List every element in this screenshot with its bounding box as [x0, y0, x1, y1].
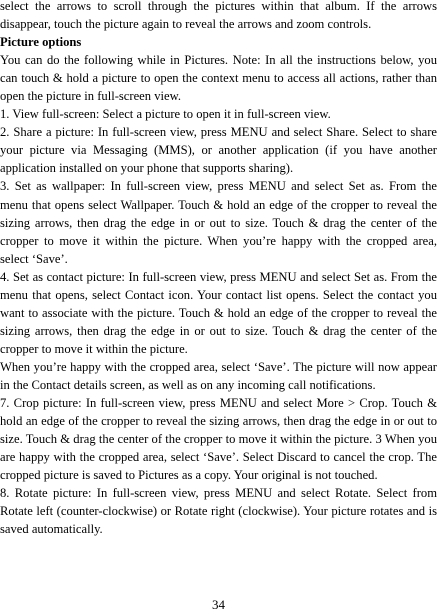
list-item-share-picture: 2. Share a picture: In full-screen view, press MENU and select Share. Select to share your picture via Messaging (MMS), or another application (if you have another application installed on your phone that supports sharing).	[0, 125, 437, 176]
list-item-rotate-picture: 8. Rotate picture: In full-screen view, press MENU and select Rotate. Select from Rotate left (counter-clockwise) or Rotate right (clockwise). Your picture rotates and is saved automatically.	[0, 486, 437, 537]
paragraph-contact-picture-save: When you’re happy with the cropped area, select ‘Save’. The picture will now appear in the Contact details screen, as well as on any incoming call notifications.	[0, 359, 437, 392]
list-item-set-as-contact-picture: 4. Set as contact picture: In full-screen view, press MENU and select Set as. From the menu that opens, select Contact icon. Your contact list opens. Select the contact you want to associate with the picture. Touch & hold an edge of the cropper to reveal the sizing arrows, then drag the edge in or out to size. Touch & drag the center of the cropper to move it within the picture.	[0, 269, 437, 356]
list-item-crop-picture: 7. Crop picture: In full-screen view, press MENU and select More > Crop. Touch & hold an edge of the cropper to reveal the sizing arrows, then drag the edge in or out to size. Touch & drag the center of the cropper to move it within the picture. 3 When you are happy with the cropped area, select ‘Save’. Select Discard to cancel the crop. The cropped picture is saved to Pictures as a copy. Your original is not touched.	[0, 396, 437, 483]
paragraph-album-arrows: select the arrows to scroll through the pictures within that album. If the arrows disappear, touch the picture again to reveal the arrows and zoom controls.	[0, 0, 437, 32]
section-heading-picture-options: Picture options	[0, 35, 82, 50]
list-item-set-as-wallpaper: 3. Set as wallpaper: In full-screen view, press MENU and select Set as. From the menu that opens select Wallpaper. Touch & hold an edge of the cropper to reveal the sizing arrows, then drag the edge in or out to size. Touch & drag the center of the cropper to move it within the picture. When you’re happy with the cropped area, select ‘Save’.	[0, 179, 437, 266]
page-number: 34	[212, 597, 225, 612]
list-item-view-full-screen: 1. View full-screen: Select a picture to open it in full-screen view.	[0, 107, 331, 122]
paragraph-picture-options-intro: You can do the following while in Pictures. Note: In all the instructions below, you can touch & hold a picture to open the context menu to access all actions, rather than open the picture in full-screen view.	[0, 53, 437, 104]
